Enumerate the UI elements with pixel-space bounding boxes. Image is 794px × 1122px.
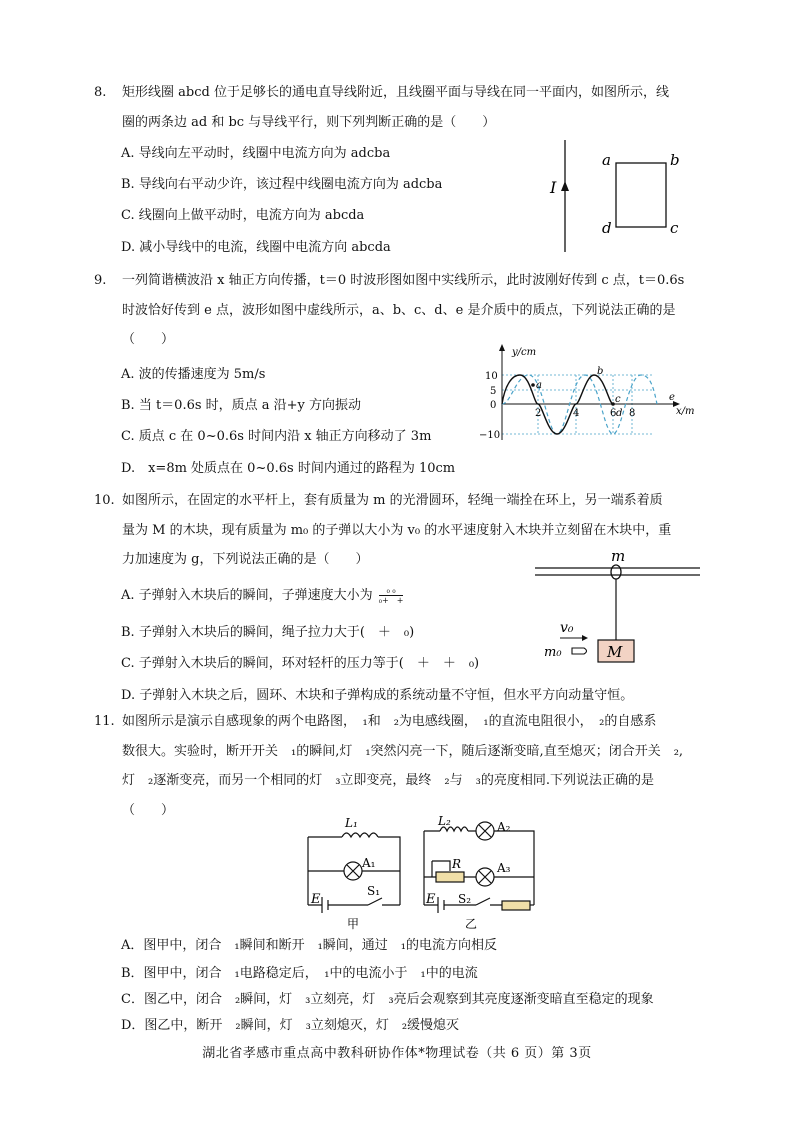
option-c: C. 子弹射入木块后的瞬间，环对轻杆的压力等于( ＋ ＋ ₀) <box>121 656 480 671</box>
question-8 <box>94 78 704 137</box>
corner-a: a <box>602 151 611 169</box>
circuit-yi-label: 乙 <box>465 917 478 931</box>
x-tick: 2 <box>535 408 542 419</box>
velocity-label: v₀ <box>560 620 574 636</box>
point-e: e <box>669 392 675 403</box>
x-tick: 4 <box>573 408 580 419</box>
question-text: 灯 ₂逐渐变亮，而另一个相同的灯 ₃立即变亮，最终 ₂与 ₃的亮度相同.下列说法正确的是 <box>122 773 654 788</box>
question-text: 时波恰好传到 e 点，波形如图中虚线所示，a、b、c、d、e 是介质中的质点，下列说法正确的是 <box>122 302 676 318</box>
lamp-a1-label: A₁ <box>362 856 376 870</box>
lamp-a1-cross <box>347 865 359 877</box>
ring-bullet-block-figure <box>530 552 705 667</box>
lamp-a3-label: A₃ <box>497 861 511 875</box>
corner-b: b <box>670 151 680 169</box>
lamp-a3-cross <box>479 871 491 883</box>
option-a: A．图甲中，闭合 ₁瞬间和断开 ₁瞬间，通过 ₁的电流方向相反 <box>121 938 498 953</box>
question-text: 矩形线圈 abcd 位于足够长的通电直导线附近，且线圈平面与导线在同一平面内，如图所示，线 <box>122 85 669 100</box>
option-a: A. 导线向左平动时，线圈中电流方向为 adcba <box>121 146 391 161</box>
block-label: M <box>607 643 623 661</box>
x-tick: 8 <box>629 408 636 419</box>
question-11 <box>94 707 704 825</box>
x-axis-label: x/m <box>676 406 695 417</box>
ring <box>611 565 621 579</box>
question-text: 数很大。实验时，断开开关 ₁的瞬间,灯 ₁突然闪亮一下，随后逐渐变暗,直至熄灭；闭合开关 ₂, <box>122 743 684 759</box>
y-tick: 0 <box>490 400 497 411</box>
battery-label: E <box>311 892 321 907</box>
switch-s1-label: S₁ <box>367 884 381 898</box>
y-tick: 5 <box>490 386 497 397</box>
option-c: C．图乙中，闭合 ₂瞬间，灯 ₃立刻亮，灯 ₃亮后会观察到其亮度逐渐变暗直至稳定的现象 <box>121 992 654 1007</box>
point-b: b <box>597 366 604 377</box>
inductor-l1 <box>342 833 378 837</box>
question-text: 圈的两条边 ad 和 bc 与导线平行，则下列判断正确的是（ ） <box>122 114 496 130</box>
bullet-mass-label: m₀ <box>544 645 562 660</box>
option-a <box>121 584 403 605</box>
bottom-resistor <box>502 901 530 910</box>
option-b: B. 导线向右平动少许，该过程中线圈电流方向为 adcba <box>121 177 443 192</box>
fraction <box>379 586 404 605</box>
resistor-r <box>436 872 464 882</box>
y-tick: −10 <box>479 430 501 441</box>
question-text: （ ） <box>122 802 175 818</box>
y-tick: 10 <box>485 371 498 382</box>
option-a: A. 波的传播速度为 5m/s <box>121 367 266 382</box>
question-text: （ ） <box>122 332 175 347</box>
question-number: 8. <box>94 85 107 100</box>
option-d: D. 减小导线中的电流，线圈中电流方向 abcda <box>121 240 391 255</box>
option-a-text: A. 子弹射入木块后的瞬间，子弹速度大小为 <box>121 588 373 603</box>
option-b: B. 当 t＝0.6s 时，质点 a 沿+y 方向振动 <box>121 398 362 413</box>
question-text: 如图所示是演示自感现象的两个电路图， ₁和 ₂为电感线圈， ₁的直流电阻很小， ₂的自感系 <box>122 714 657 729</box>
question-text: 一列简谐横波沿 x 轴正方向传播，t＝0 时波形图如图中实线所示，此时波刚好传到 c 点，t＝0.6s <box>122 273 685 288</box>
velocity-arrowhead <box>582 635 588 641</box>
option-b: B. 子弹射入木块后的瞬间，绳子拉力大于( ＋ ₀) <box>121 625 415 640</box>
option-c: C. 质点 c 在 0~0.6s 时间内沿 x 轴正方向移动了 3m <box>121 429 432 444</box>
fraction-denominator: ₀+ + <box>378 596 404 605</box>
option-c: C. 线圈向上做平动时，电流方向为 abcda <box>121 208 365 223</box>
option-d: D．图乙中，断开 ₂瞬间，灯 ₃立刻熄灭，灯 ₂缓慢熄灭 <box>121 1018 460 1033</box>
question-number: 11. <box>94 714 115 729</box>
circuit-jia-figure <box>300 815 410 933</box>
question-text: 量为 M 的木块，现有质量为 m₀ 的子弹以大小为 v₀ 的水平速度射入木块并立刻留在木块中，重 <box>122 522 672 538</box>
ring-mass-label: m <box>611 552 626 565</box>
option-d: D. 子弹射入木块之后，圆环、木块和子弹构成的系统动量不守恒，但水平方向动量守恒。 <box>121 688 634 703</box>
question-text: 如图所示，在固定的水平杆上，套有质量为 m 的光滑圆环，轻绳一端拴在环上，另一端系着质 <box>122 493 663 508</box>
page-footer: 湖北省孝感市重点高中教科研协作体*物理试卷（共 6 页）第 3页 <box>202 1046 592 1061</box>
battery <box>322 897 328 913</box>
circuit-wire <box>424 831 534 905</box>
y-axis-arrow <box>499 344 505 351</box>
resistor-label: R <box>452 857 462 871</box>
rectangular-loop <box>616 163 666 227</box>
battery-label: E <box>426 892 436 907</box>
corner-d: d <box>602 219 612 237</box>
wave-graph-figure <box>476 340 706 455</box>
switch-s2 <box>476 898 490 905</box>
current-label: I <box>550 178 557 197</box>
switch-s1 <box>368 898 382 905</box>
x-tick: 6 <box>610 408 617 419</box>
circuit-yi-figure <box>418 815 543 933</box>
lamp-a2-label: A₂ <box>497 820 511 834</box>
fraction-numerator: ₀ ₀ <box>379 586 404 596</box>
battery <box>438 897 444 913</box>
circuit-jia-label: 甲 <box>347 917 360 931</box>
y-axis-label: y/cm <box>512 347 537 358</box>
inductor-l1-label: L₁ <box>345 816 358 830</box>
current-arrow <box>561 181 569 191</box>
wire-loop-figure <box>540 135 700 260</box>
switch-s2-label: S₂ <box>458 892 472 906</box>
option-b: B．图甲中，闭合 ₁电路稳定后， ₁中的电流小于 ₁中的电流 <box>121 966 478 981</box>
point-a: a <box>536 380 542 391</box>
point-a-dot <box>531 383 535 387</box>
bullet <box>572 648 587 654</box>
question-number: 9. <box>94 273 107 288</box>
lamp-a2-cross <box>479 825 491 837</box>
option-d: D. x=8m 处质点在 0~0.6s 时间内通过的路程为 10cm <box>121 461 456 476</box>
point-d: d <box>616 408 623 419</box>
corner-c: c <box>670 219 679 237</box>
question-number: 10. <box>94 493 115 508</box>
inductor-l2-label: L₂ <box>438 815 451 828</box>
point-c-dot <box>611 402 615 406</box>
point-c: c <box>615 394 621 405</box>
question-text: 力加速度为 g，下列说法正确的是（ ） <box>122 552 369 567</box>
